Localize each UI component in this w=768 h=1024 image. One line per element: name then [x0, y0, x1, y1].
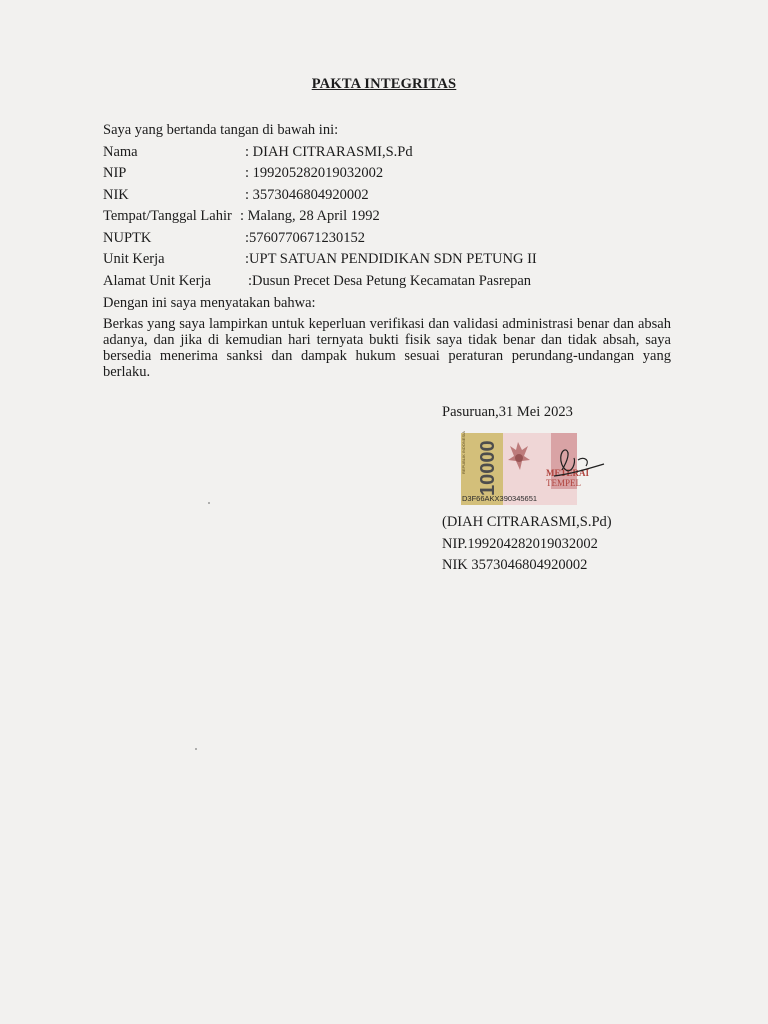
statement-body: Berkas yang saya lampirkan untuk keperluan verifikasi dan validasi administrasi benar dan absah adanya, dan jika di kemudian hari ternyata bukti fisik saya tidak benar dan tidak absah, saya bersedia menerima sanksi dan dampak hukum sesuai peraturan perundang-undangan yang berlaku.: [103, 316, 671, 380]
scan-speck: [195, 748, 197, 750]
field-label: Unit Kerja: [103, 251, 165, 267]
place-date: Pasuruan,31 Mei 2023: [442, 404, 573, 420]
document-title: PAKTA INTEGRITAS: [311, 76, 457, 92]
field-value: : Malang, 28 April 1992: [240, 208, 380, 224]
field-value: : 3573046804920002: [245, 187, 369, 203]
field-label: NIP: [103, 165, 127, 181]
scan-speck: [208, 502, 210, 504]
stamp-denomination: 10000: [477, 440, 499, 496]
signer-nik: NIK 3573046804920002: [442, 557, 588, 573]
signer-nip: NIP.199204282019032002: [442, 536, 598, 552]
meterai-stamp: [458, 430, 608, 510]
meterai-stamp-graphic: [458, 430, 608, 510]
stamp-header: REPUBLIK INDONESIA: [461, 431, 466, 474]
field-label: NIK: [103, 187, 129, 203]
statement-lead: Dengan ini saya menyatakan bahwa:: [103, 295, 316, 311]
field-value: :5760770671230152: [245, 230, 366, 246]
signer-name: (DIAH CITRARASMI,S.Pd): [442, 514, 612, 530]
intro-text: Saya yang bertanda tangan di bawah ini:: [103, 122, 339, 138]
field-label: Tempat/Tanggal Lahir: [103, 208, 232, 224]
stamp-line2: TEMPEL: [546, 478, 581, 488]
stamp-line1: METERAI: [546, 468, 590, 478]
field-label: NUPTK: [103, 230, 152, 246]
field-value: :UPT SATUAN PENDIDIKAN SDN PETUNG II: [245, 251, 537, 267]
field-value: :Dusun Precet Desa Petung Kecamatan Pasrepan: [248, 273, 532, 289]
field-label: Nama: [103, 144, 138, 160]
field-value: : DIAH CITRARASMI,S.Pd: [245, 144, 413, 160]
field-label: Alamat Unit Kerja: [103, 273, 211, 289]
stamp-code: D3F66AKX390345651: [462, 494, 538, 503]
field-value: : 199205282019032002: [245, 165, 384, 181]
